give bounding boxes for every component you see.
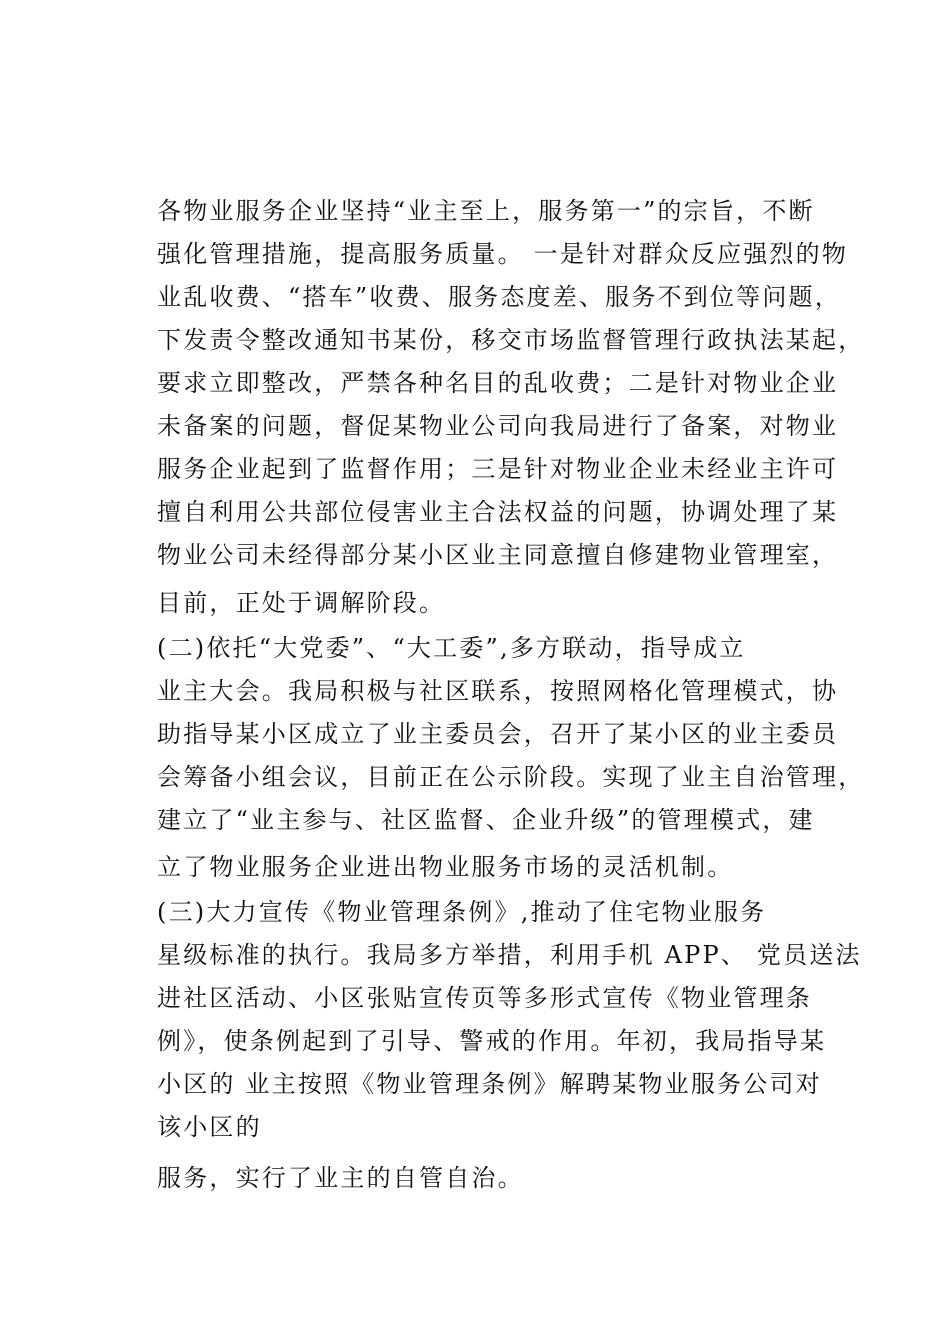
text-line: 下发责令整改通知书某份，移交市场监督管理行政执法某起， bbox=[157, 326, 865, 354]
text-line: 各物业服务企业坚持“业主至上，服务第一”的宗旨，不断 bbox=[157, 197, 815, 225]
text-line: 强化管理措施，提高服务质量。 一是针对群众反应强烈的物 bbox=[157, 240, 849, 268]
text-line: 例》，使条例起到了引导、警戒的作用。年初，我局指导某 bbox=[157, 1027, 827, 1055]
text-line: 未备案的问题，督促某物业公司向我局进行了备案，对物业 bbox=[157, 412, 839, 440]
text-line: 要求立即整改，严禁各种名目的乱收费；二是针对物业企业 bbox=[157, 369, 839, 397]
text-line: 擅自利用公共部位侵害业主合法权益的问题，协调处理了某 bbox=[157, 498, 839, 526]
text-line: 业主大会。我局积极与社区联系，按照网格化管理模式，协 bbox=[157, 677, 839, 705]
text-line: 助指导某小区成立了业主委员会，召开了某小区的业主委员 bbox=[157, 720, 839, 748]
section-two-heading-line: (二)依托“大党委”、“大工委”,多方联动，指导成立 bbox=[157, 634, 746, 662]
section-three-heading-line: (三)大力宣传《物业管理条例》,推动了住宅物业服务 bbox=[157, 898, 767, 926]
text-line: 进社区活动、小区张贴宣传页等多形式宣传《物业管理条 bbox=[157, 984, 812, 1012]
text-line: 建立了“业主参与、社区监督、企业升级”的管理模式，建 bbox=[157, 806, 815, 834]
text-line: 服务企业起到了监督作用；三是针对物业企业未经业主许可 bbox=[157, 455, 839, 483]
text-line: 立了物业服务企业进出物业服务市场的灵活机制。 bbox=[157, 853, 734, 881]
text-line: 星级标准的执行。我局多方举措，利用手机 APP、 党员送法 bbox=[157, 941, 862, 969]
text-line: 物业公司未经得部分某小区业主同意擅自修建物业管理室， bbox=[157, 541, 839, 569]
text-line: 该小区的 bbox=[157, 1113, 262, 1141]
text-line: 目前，正处于调解阶段。 bbox=[157, 589, 446, 617]
text-line: 小区的 业主按照《物业管理条例》解聘某物业服务公司对 bbox=[157, 1070, 822, 1098]
text-line: 服务，实行了业主的自管自治。 bbox=[157, 1164, 524, 1192]
text-line: 业乱收费、“搭车”收费、服务态度差、服务不到位等问题， bbox=[157, 283, 841, 311]
text-line: 会筹备小组会议，目前正在公示阶段。实现了业主自治管理， bbox=[157, 763, 865, 791]
